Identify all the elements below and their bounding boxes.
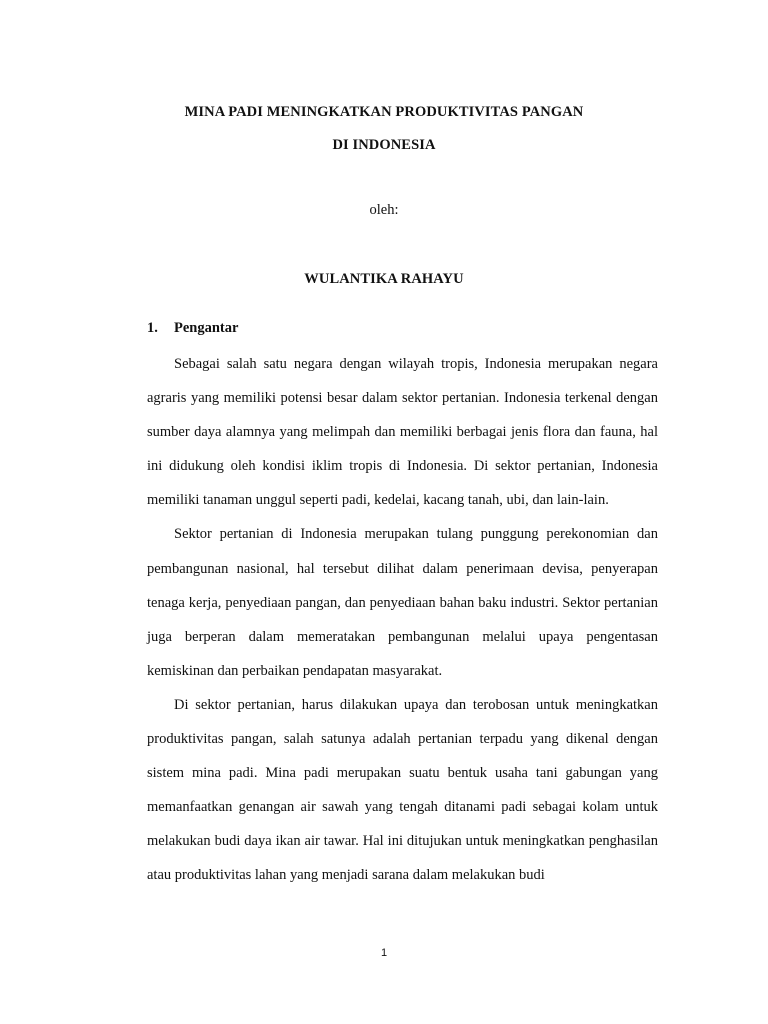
document-title-line-2: DI INDONESIA: [332, 137, 436, 153]
document-title-line-1: MINA PADI MENINGKATKAN PRODUKTIVITAS PANGAN: [184, 104, 584, 120]
by-label: oleh:: [369, 202, 399, 218]
body-text: [147, 347, 658, 893]
page-number: 1: [380, 947, 388, 959]
section-heading: [147, 320, 238, 337]
paragraph: Sebagai salah satu negara dengan wilayah tropis, Indonesia merupakan negara agraris yang memiliki potensi besar dalam sektor pertanian. Indonesia terkenal dengan sumber daya alamnya yang melimpah dan memiliki berbagai jenis flora dan fauna, hal ini didukung oleh kondisi iklim tropis di Indonesia. Di sektor pertanian, Indonesia memiliki tanaman unggul seperti padi, kedelai, kacang tanah, ubi, dan lain-lain.: [147, 356, 658, 509]
section-number: 1.: [147, 320, 158, 336]
section-title: Pengantar: [174, 320, 239, 336]
paragraph: Sektor pertanian di Indonesia merupakan tulang punggung perekonomian dan pembangunan nasional, hal tersebut dilihat dalam penerimaan devisa, penyerapan tenaga kerja, penyediaan pangan, dan penyediaan bahan baku industri. Sektor pertanian juga berperan dalam memeratakan pembangunan melalui upaya pengentasan kemiskinan dan perbaikan pendapatan masyarakat.: [147, 526, 658, 679]
author-name: WULANTIKA RAHAYU: [304, 271, 464, 287]
paragraph: Di sektor pertanian, harus dilakukan upaya dan terobosan untuk meningkatkan produktivitas pangan, salah satunya adalah pertanian terpadu yang dikenal dengan sistem mina padi. Mina padi merupakan suatu bentuk usaha tani gabungan yang memanfaatkan genangan air sawah yang tengah ditanami padi sebagai kolam untuk melakukan budi daya ikan air tawar. Hal ini ditujukan untuk meningkatkan penghasilan atau produktivitas lahan yang menjadi sarana dalam melakukan budi: [147, 696, 658, 884]
